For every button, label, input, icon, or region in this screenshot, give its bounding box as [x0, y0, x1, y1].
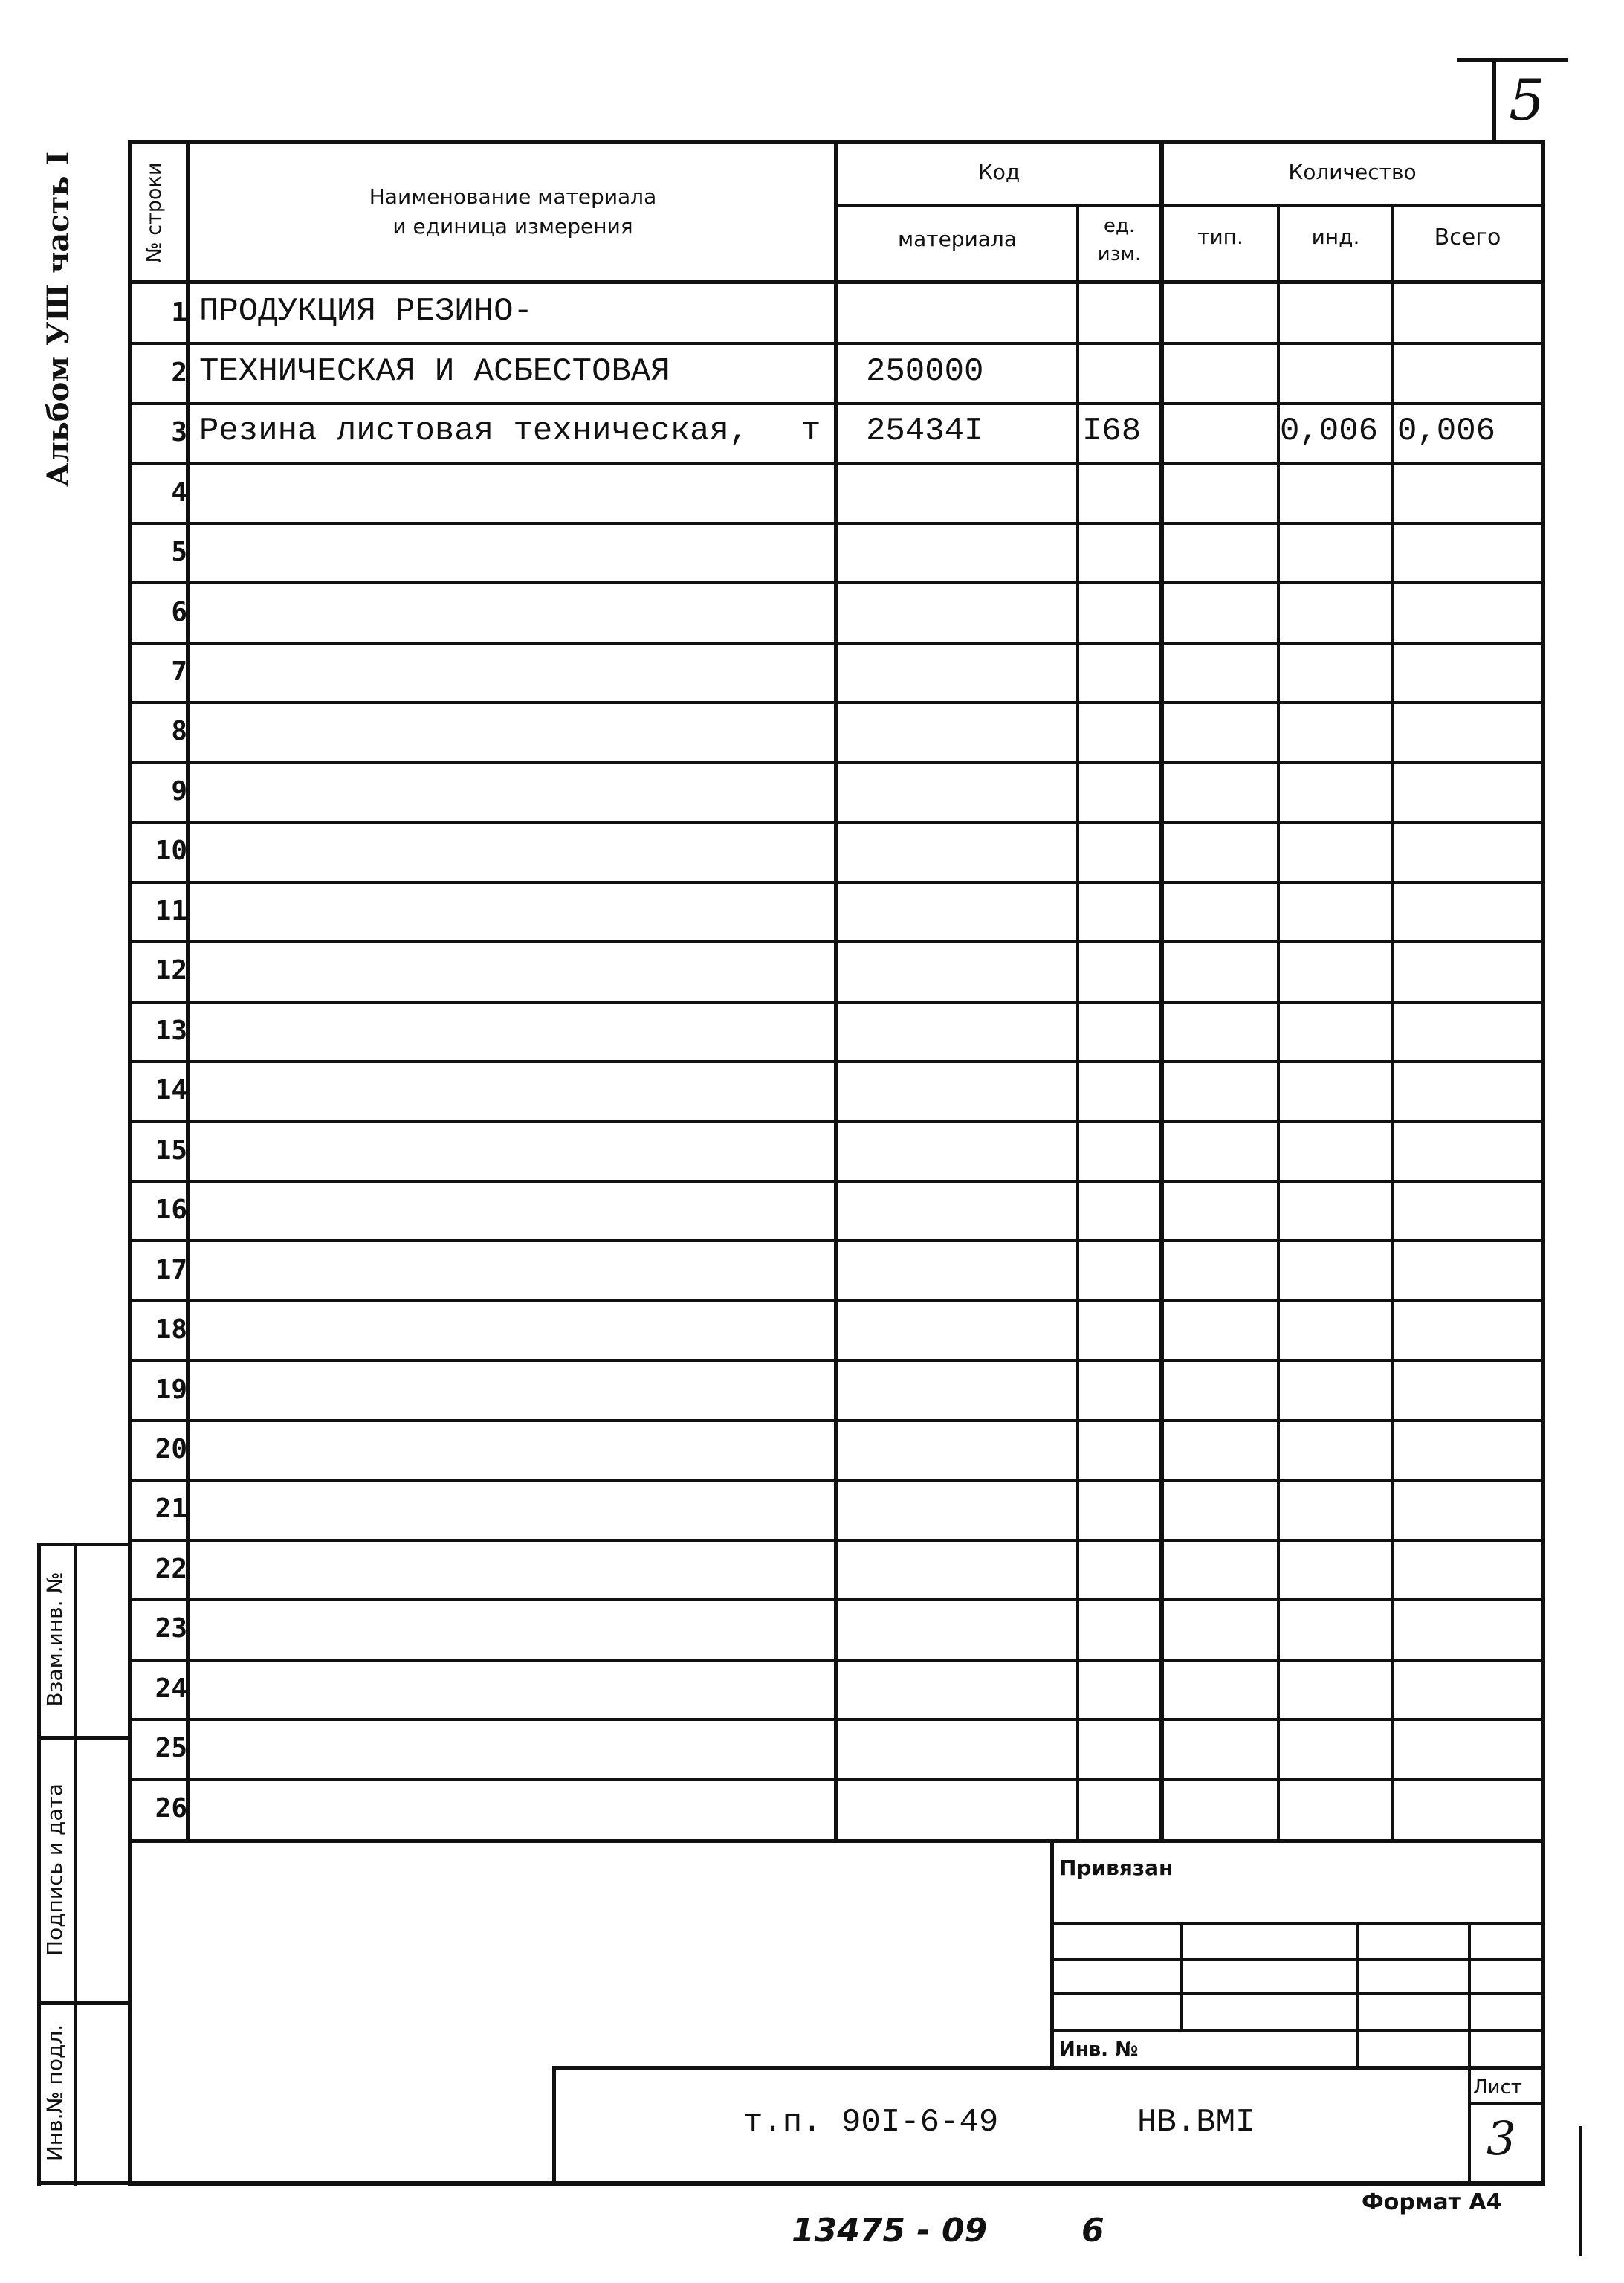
- header-qty-ind: инд.: [1311, 225, 1360, 249]
- row-number: 16: [155, 1195, 187, 1226]
- header-quantity: Количество: [1288, 160, 1417, 184]
- table-row: [0, 284, 1624, 343]
- row-number: 24: [155, 1673, 187, 1704]
- table-row: [0, 1002, 1624, 1062]
- table-row: [0, 1780, 1624, 1839]
- table-row: [0, 1600, 1624, 1659]
- cell-unit: I68: [1082, 413, 1142, 451]
- row-number: 17: [155, 1254, 187, 1285]
- header-code-unit: ед. изм.: [1097, 215, 1142, 265]
- row-number: 6: [171, 596, 187, 627]
- cell-qty-total: 0,006: [1397, 413, 1496, 451]
- stamp-inv-orig: Инв.№ подл.: [42, 2024, 67, 2162]
- row-number: 7: [171, 656, 187, 687]
- table-row: [0, 822, 1624, 882]
- cell-code: 25434I: [866, 413, 984, 451]
- table-row: [0, 1421, 1624, 1480]
- header-name: Наименование материала и единица измерения: [369, 184, 657, 239]
- row-number: 19: [155, 1374, 187, 1405]
- table-row: [0, 1301, 1624, 1360]
- row-number: 22: [155, 1553, 187, 1584]
- footer-page: 6: [1081, 2212, 1104, 2250]
- cell-qty-ind: 0,006: [1280, 413, 1379, 451]
- table-row: [0, 1480, 1624, 1540]
- table-row: [0, 343, 1624, 403]
- table-row: [0, 882, 1624, 942]
- table-row: [0, 1540, 1624, 1600]
- row-number: 5: [171, 537, 187, 568]
- page-number: 5: [1509, 67, 1545, 133]
- archive-number: 13475 - 09: [792, 2212, 988, 2250]
- row-number: 21: [155, 1494, 187, 1525]
- row-number: 13: [155, 1015, 187, 1046]
- table-row: [0, 703, 1624, 762]
- row-number: 1: [171, 297, 187, 329]
- row-number: 2: [171, 357, 187, 388]
- sheet-label: Лист: [1473, 2076, 1522, 2099]
- row-number: 25: [155, 1733, 187, 1764]
- row-number: 15: [155, 1134, 187, 1166]
- table-row: [0, 1181, 1624, 1241]
- table-row: [0, 1241, 1624, 1300]
- table-row: [0, 1062, 1624, 1121]
- attached-label: Привязан: [1059, 1856, 1174, 1880]
- format-label: Формат А4: [1362, 2189, 1502, 2215]
- album-label: Альбом УШ часть I: [41, 151, 76, 487]
- row-number: 26: [155, 1792, 187, 1824]
- row-number: 8: [171, 716, 187, 747]
- sheet-number: 3: [1486, 2111, 1516, 2166]
- table-row: [0, 1660, 1624, 1719]
- row-number: 10: [155, 836, 187, 867]
- row-number: 23: [155, 1613, 187, 1644]
- row-number: 12: [155, 955, 187, 986]
- table-row: [0, 583, 1624, 642]
- cell-name: Резина листовая техническая,: [199, 413, 749, 451]
- designation: т.п. 90I-6-49: [743, 2104, 999, 2141]
- table-row: [0, 463, 1624, 523]
- table-row: [0, 763, 1624, 822]
- header-qty-total: Всего: [1434, 225, 1501, 251]
- cell-name: ПРОДУКЦИЯ РЕЗИНО-: [199, 293, 533, 331]
- header-code: Код: [977, 160, 1020, 184]
- row-number: 18: [155, 1314, 187, 1346]
- stamp-inv-replace: Взам.инв. №: [42, 1572, 67, 1707]
- table-row: [0, 1121, 1624, 1181]
- cell-name: ТЕХНИЧЕСКАЯ И АСБЕСТОВАЯ: [199, 352, 670, 390]
- table-row: [0, 942, 1624, 1001]
- row-number: 9: [171, 775, 187, 807]
- row-number: 20: [155, 1433, 187, 1465]
- row-number: 14: [155, 1075, 187, 1106]
- table-row: [0, 523, 1624, 583]
- cell-code: 250000: [866, 352, 984, 390]
- row-number: 3: [171, 417, 187, 448]
- header-row-no: № строки: [143, 162, 166, 263]
- table-row: [0, 1360, 1624, 1420]
- stamp-sign-date: Подпись и дата: [42, 1783, 67, 1956]
- table-row: [0, 1719, 1624, 1779]
- inv-no-label: Инв. №: [1059, 2038, 1139, 2061]
- table-row: [0, 643, 1624, 703]
- cell-unit-letter: т: [801, 413, 821, 451]
- row-number: 4: [171, 477, 187, 508]
- table-row: [0, 404, 1624, 463]
- row-number: 11: [155, 895, 187, 926]
- doc-code: НВ.ВМI: [1137, 2104, 1255, 2141]
- header-code-material: материала: [897, 227, 1017, 251]
- header-qty-typ: тип.: [1197, 225, 1243, 249]
